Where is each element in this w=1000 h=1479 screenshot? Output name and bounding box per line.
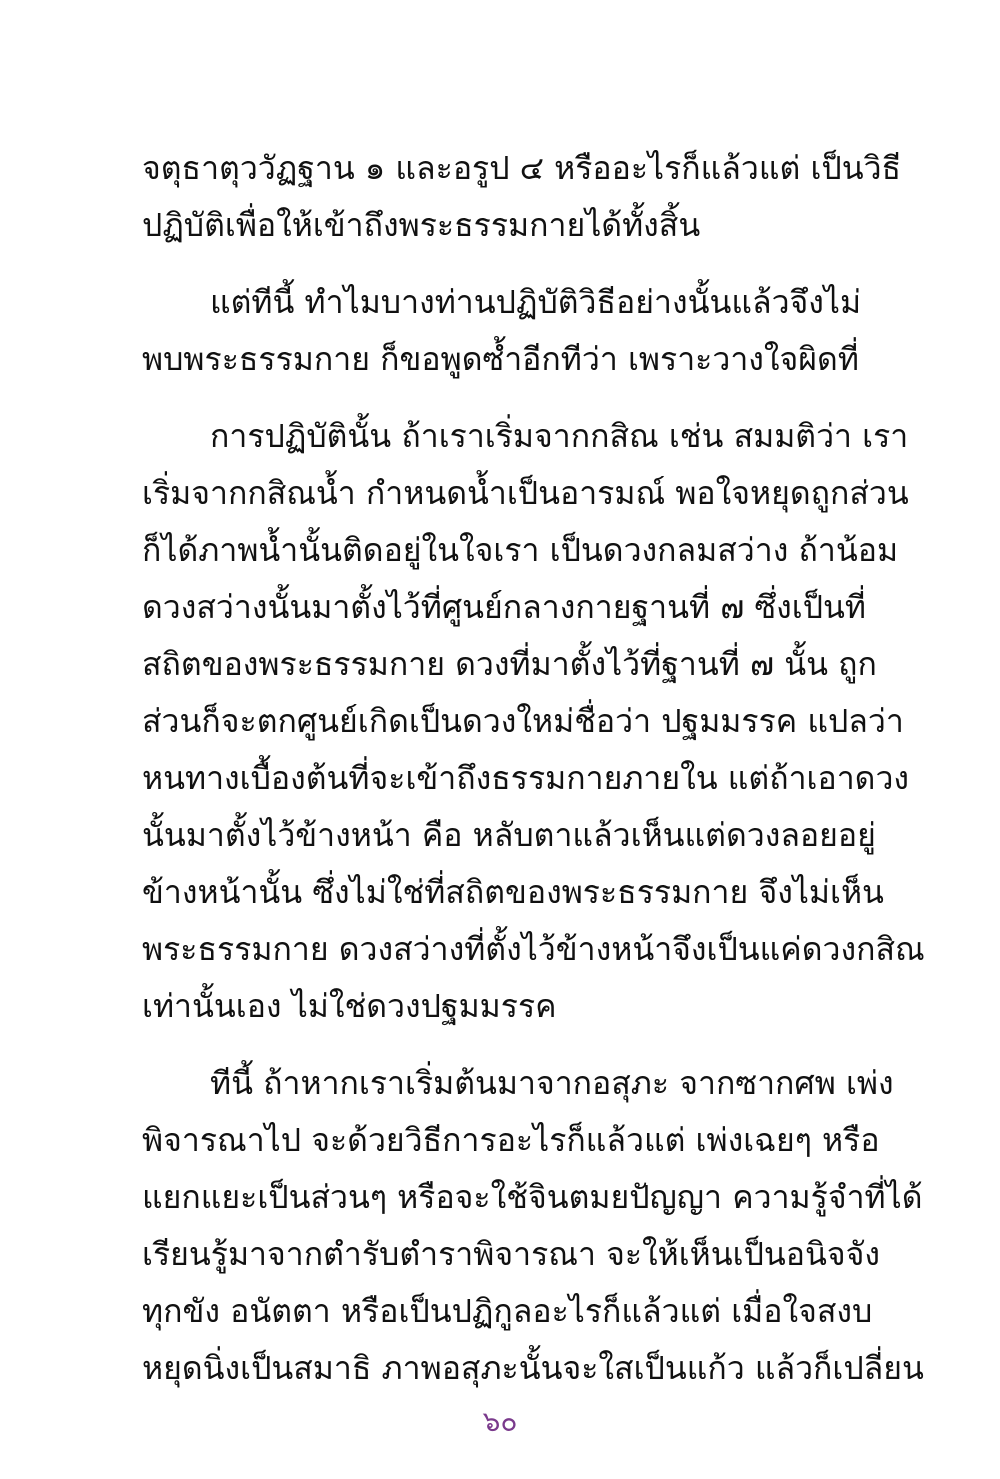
text-line: พิจารณาไป จะด้วยวิธีการอะไรก็แล้วแต่ เพ่งเฉยๆ หรือ xyxy=(142,1121,880,1159)
text-line: นั้นมาตั้งไว้ข้างหน้า คือ หลับตาแล้วเห็นแต่ดวงลอยอยู่ xyxy=(142,816,876,854)
text-line: หยุดนิ่งเป็นสมาธิ ภาพอสุภะนั้นจะใสเป็นแก้ว แล้วก็เปลี่ยน xyxy=(142,1349,924,1387)
text-line: ข้างหน้านั้น ซึ่งไม่ใช่ที่สถิตของพระธรรมกาย จึงไม่เห็น xyxy=(142,873,884,911)
page-number: ๖๐ xyxy=(482,1405,518,1438)
text-line: ทุกขัง อนัตตา หรือเป็นปฏิกูลอะไรก็แล้วแต่ เมื่อใจสงบ xyxy=(142,1292,873,1330)
text-line: ปฏิบัติเพื่อให้เข้าถึงพระธรรมกายได้ทั้งสิ้น xyxy=(142,206,701,244)
text-line: จตุธาตุววัฏฐาน ๑ และอรูป ๔ หรืออะไรก็แล้วแต่ เป็นวิธี xyxy=(142,149,902,187)
text-line: ทีนี้ ถ้าหากเราเริ่มต้นมาจากอสุภะ จากซากศพ เพ่ง xyxy=(210,1064,894,1102)
text-line: สถิตของพระธรรมกาย ดวงที่มาตั้งไว้ที่ฐานที่ ๗ นั้น ถูก xyxy=(142,645,877,683)
paragraph-1 xyxy=(142,140,902,254)
text-line: ดวงสว่างนั้นมาตั้งไว้ที่ศูนย์กลางกายฐานที่ ๗ ซึ่งเป็นที่ xyxy=(142,588,867,626)
text-line: เรียนรู้มาจากตำรับตำราพิจารณา จะให้เห็นเป็นอนิจจัง xyxy=(142,1235,880,1273)
text-line: เท่านั้นเอง ไม่ใช่ดวงปฐมมรรค xyxy=(142,987,557,1025)
paragraph-2 xyxy=(142,274,862,388)
text-line: พระธรรมกาย ดวงสว่างที่ตั้งไว้ข้างหน้าจึงเป็นแค่ดวงกสิณ xyxy=(142,930,925,968)
text-line: ส่วนก็จะตกศูนย์เกิดเป็นดวงใหม่ชื่อว่า ปฐมมรรค แปลว่า xyxy=(142,702,904,740)
text-line: การปฏิบัตินั้น ถ้าเราเริ่มจากกสิณ เช่น สมมติว่า เรา xyxy=(210,417,909,455)
paragraph-4 xyxy=(142,1055,924,1397)
text-line: ก็ได้ภาพน้ำนั้นติดอยู่ในใจเรา เป็นดวงกลมสว่าง ถ้าน้อม xyxy=(142,531,899,569)
text-line: แต่ทีนี้ ทำไมบางท่านปฏิบัติวิธีอย่างนั้นแล้วจึงไม่ xyxy=(210,283,862,321)
page-body xyxy=(142,140,925,1397)
text-line: แยกแยะเป็นส่วนๆ หรือจะใช้จินตมยปัญญา ความรู้จำที่ได้ xyxy=(142,1178,923,1216)
text-line: พบพระธรรมกาย ก็ขอพูดซ้ำอีกทีว่า เพราะวางใจผิดที่ xyxy=(142,340,859,378)
text-line: เริ่มจากกสิณน้ำ กำหนดน้ำเป็นอารมณ์ พอใจหยุดถูกส่วน xyxy=(142,474,909,512)
paragraph-3 xyxy=(142,408,925,1035)
text-line: หนทางเบื้องต้นที่จะเข้าถึงธรรมกายภายใน แต่ถ้าเอาดวง xyxy=(142,759,910,797)
